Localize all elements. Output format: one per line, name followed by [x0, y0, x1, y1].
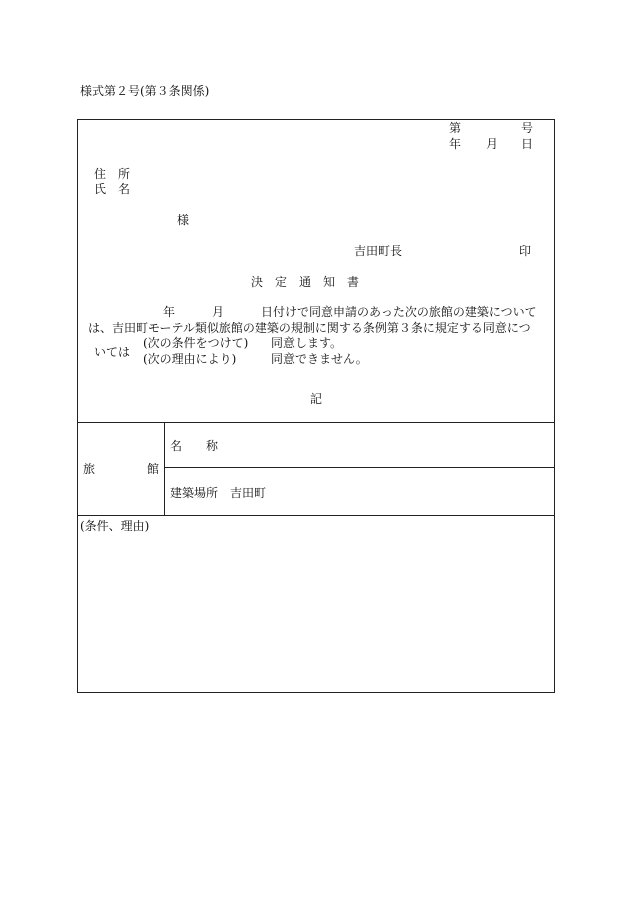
ryokan-label-2: 館: [147, 462, 160, 476]
body-year: 年: [163, 305, 176, 319]
ryokan-label-1: 旅: [83, 462, 96, 476]
location-field-label: 建築場所: [170, 486, 219, 500]
honorific: 様: [177, 213, 190, 227]
number-prefix: 第: [449, 121, 462, 135]
option-with-reason: (次の理由により): [143, 352, 237, 366]
number-suffix: 号: [521, 121, 534, 135]
notice-frame: [77, 119, 555, 693]
ki-mark: 記: [310, 392, 323, 406]
body-line3-left: いては: [94, 345, 131, 359]
date-year: 年: [449, 137, 462, 151]
option-with-conditions: (次の条件をつけて): [143, 336, 249, 350]
table-divider-vertical: [164, 422, 165, 516]
issuer-name: 吉田町長: [354, 244, 403, 258]
table-middle-line: [164, 467, 555, 468]
location-field-value: 吉田町: [230, 486, 267, 500]
date-day: 日: [521, 137, 534, 151]
notice-title: 決 定 通 知 書: [251, 275, 360, 289]
form-title: 様式第２号(第３条関係): [80, 84, 210, 98]
body-line2: は、吉田町モーテル類似旅館の建築の規制に関する条例第３条に規定する同意につ: [88, 321, 531, 335]
body-line1: 日付けで同意申請のあった次の旅館の建築について: [261, 305, 537, 319]
name-label: 氏 名: [94, 182, 131, 196]
address-label: 住 所: [94, 167, 131, 181]
table-bottom-line: [77, 515, 555, 516]
body-month: 月: [212, 305, 225, 319]
seal-mark: 印: [519, 244, 532, 258]
option-with-conditions-result: 同意します。: [271, 336, 343, 350]
table-top-line: [77, 422, 555, 423]
name-field-label: 名 称: [170, 439, 219, 453]
date-month: 月: [486, 137, 499, 151]
option-with-reason-result: 同意できません。: [271, 352, 368, 366]
conditions-label: (条件、理由): [80, 519, 150, 533]
